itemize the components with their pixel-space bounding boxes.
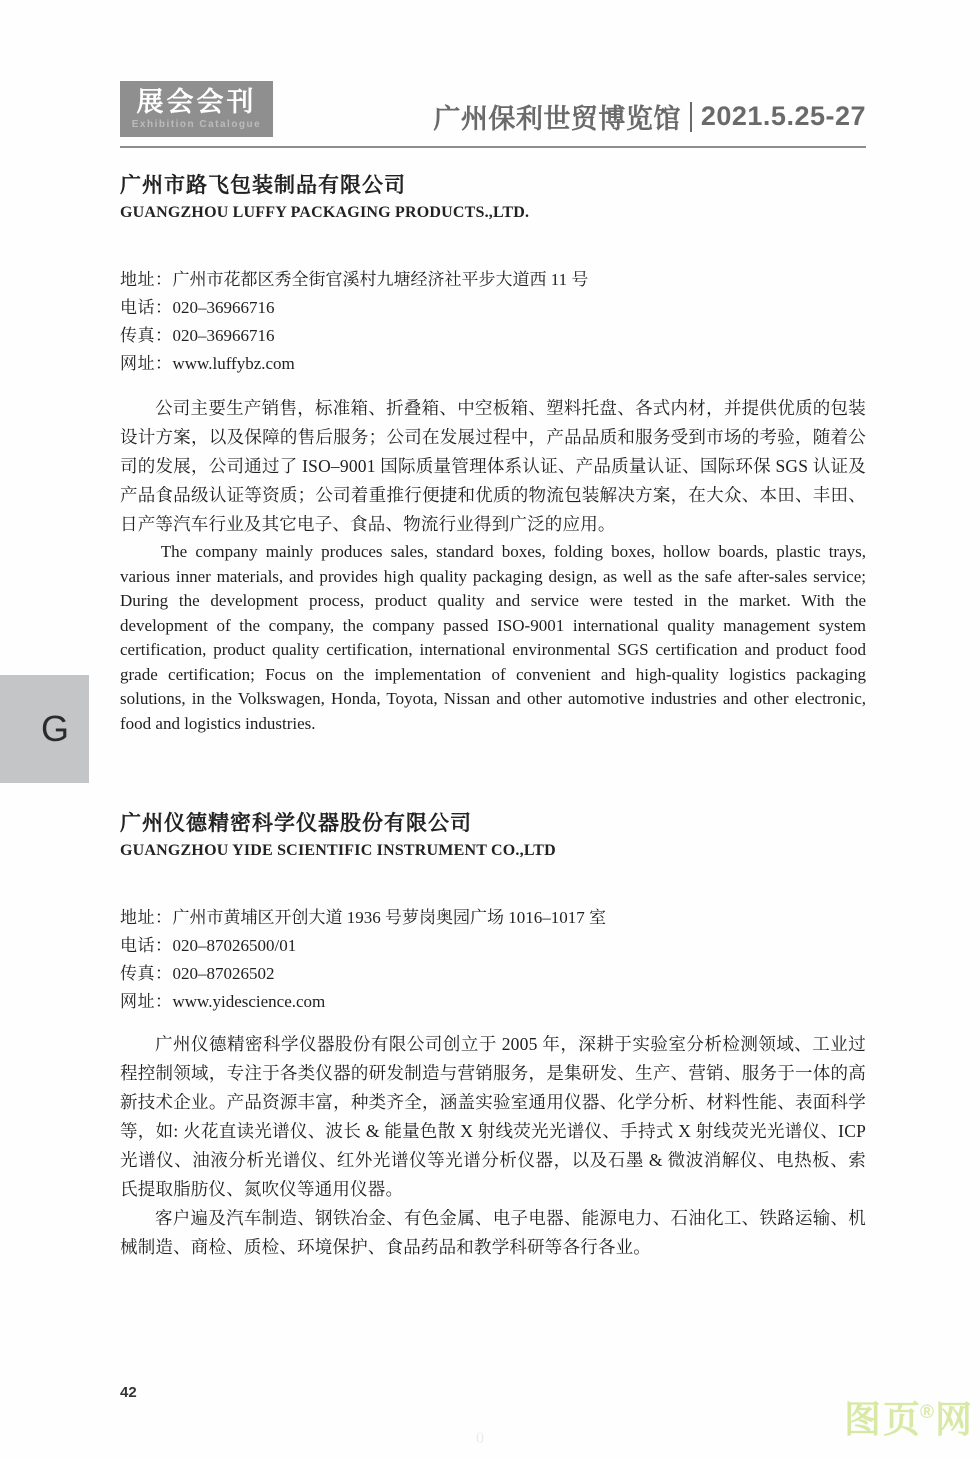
company-name-en: GUANGZHOU YIDE SCIENTIFIC INSTRUMENT CO.,LTD [120, 842, 556, 859]
company-name-cn: 广州市路飞包装制品有限公司 [120, 174, 406, 197]
website-row [120, 350, 866, 378]
alphabet-index-tab [0, 675, 89, 783]
vertical-separator [690, 102, 692, 132]
address-label: 地址： [120, 270, 173, 289]
phone-row [120, 932, 866, 960]
address-value: 广州市黄埔区开创大道 1936 号萝岗奥园广场 1016–1017 室 [172, 908, 606, 927]
website-label: 网址： [120, 992, 173, 1011]
scan-artifact: 0 [476, 1430, 484, 1447]
phone-value: 020–87026500/01 [172, 936, 297, 955]
website-row [120, 988, 866, 1016]
address-row [120, 904, 866, 932]
phone-value: 020–36966716 [172, 298, 275, 317]
company-section-yide [120, 810, 866, 1262]
index-letter: G [40, 708, 69, 749]
contact-block [120, 266, 866, 378]
exhibition-catalogue-logo [120, 81, 273, 137]
company-customers-cn: 客户遍及汽车制造、钢铁冶金、有色金属、电子电器、能源电力、石油化工、铁路运输、机械制造、商检、质检、环境保护、食品药品和教学科研等各行各业。 [120, 1208, 866, 1257]
address-row [120, 266, 866, 294]
fax-label: 传真： [120, 964, 173, 983]
tuyewang-watermark [844, 1398, 974, 1442]
company-description-cn: 公司主要生产销售，标准箱、折叠箱、中空板箱、塑料托盘、各式内材，并提供优质的包装设计方案，以及保障的售后服务；公司在发展过程中，产品品质和服务受到市场的考验，随着公司的发展，公司通过了 ISO–9001 国际质量管理体系认证、产品质量认证、国际环保 SGS 认证及产品食品级认证等资质；公司着重推行便捷和优质的物流包装解决方案，在大众、本田、丰田、日产等汽车行业及其它电子、食品、物流行业得到广泛的应用。 [120, 398, 866, 534]
page-header [120, 81, 866, 137]
fax-label: 传真： [120, 326, 173, 345]
registered-trademark-icon: ® [920, 1402, 934, 1423]
watermark-text-right: 网 [935, 1399, 974, 1440]
exhibition-dates: 2021.5.25-27 [700, 101, 866, 131]
venue-and-dates [433, 97, 866, 137]
address-label: 地址： [120, 908, 173, 927]
page-number: 42 [120, 1384, 137, 1401]
watermark-text-left: 图页 [844, 1399, 922, 1440]
fax-value: 020–87026502 [172, 964, 275, 983]
fax-value: 020–36966716 [172, 326, 275, 345]
website-value: www.luffybz.com [172, 354, 295, 373]
address-value: 广州市花都区秀全街官溪村九塘经济社平步大道西 11 号 [172, 270, 589, 289]
fax-row [120, 960, 866, 988]
website-value: www.yidescience.com [172, 992, 326, 1011]
fax-row [120, 322, 866, 350]
phone-row [120, 294, 866, 322]
company-name-en: GUANGZHOU LUFFY PACKAGING PRODUCTS.,LTD. [120, 204, 530, 221]
company-description-cn: 广州仪德精密科学仪器股份有限公司创立于 2005 年，深耕于实验室分析检测领域、工业过程控制领域，专注于各类仪器的研发制造与营销服务，是集研发、生产、营销、服务于一体的高新技术企业。产品资源丰富，种类齐全，涵盖实验室通用仪器、化学分析、材料性能、表面科学等，如: 火花直读光谱仪、波长 & 能量色散 X 射线荧光光谱仪、手持式 X 射线荧光光谱仪、ICP 光谱仪、油液分析光谱仪、红外光谱仪等光谱分析仪器，以及石墨 & 微波消解仪、电热板、索氏提取脂肪仪、氮吹仪等通用仪器。 [120, 1034, 866, 1199]
logo-subtitle: Exhibition Catalogue [131, 118, 262, 130]
contact-block [120, 904, 866, 1016]
venue-name: 广州保利世贸博览馆 [433, 104, 681, 134]
header-rule [120, 146, 866, 148]
logo-title: 展会会刊 [136, 86, 257, 117]
phone-label: 电话： [120, 298, 173, 317]
company-name-cn: 广州仪德精密科学仪器股份有限公司 [120, 812, 472, 835]
company-section-luffy [120, 172, 866, 736]
company-description-en: The company mainly produces sales, standard boxes, folding boxes, hollow boards, plastic trays, various inner materials, and provides high quality packaging design, as well as the safe after-sales service; During the development process, product quality and service were tested in the market. With the development of the company, the company passed ISO-9001 international quality management system certification, product quality certification, international environmental SGS certification and product food grade certification; Focus on the implementation of convenient and high-quality logistics packaging solutions, in the Volkswagen, Honda, Toyota, Nissan and other automotive industries and other electronic, food and logistics industries. [120, 542, 866, 733]
website-label: 网址： [120, 354, 173, 373]
phone-label: 电话： [120, 936, 173, 955]
